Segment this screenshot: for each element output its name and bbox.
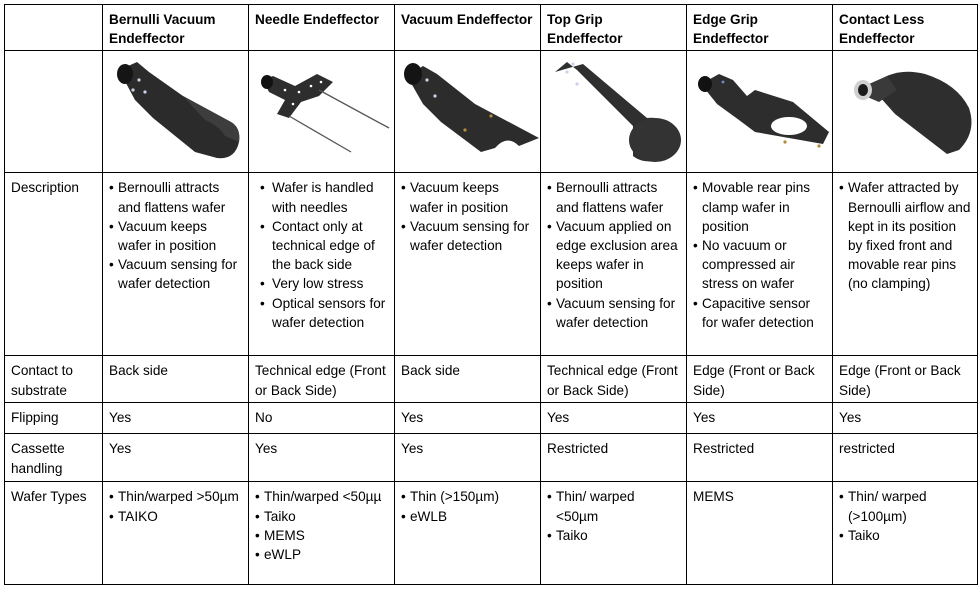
list-item: • TAIKO	[118, 507, 242, 526]
table-cell: Yes	[541, 403, 687, 434]
table-cell: Edge (Front or Back Side)	[687, 356, 833, 403]
table-cell: Back side	[103, 356, 249, 403]
table-cell: Restricted	[541, 434, 687, 482]
list-item: • Vacuum sensing for wafer detection	[410, 217, 534, 255]
needle-endeffector-photo	[249, 51, 395, 173]
wafer-cell-edge-grip: MEMS	[687, 482, 833, 585]
list-item: • No vacuum or compressed air stress on wafer	[702, 236, 826, 294]
row-label-description: Description	[5, 173, 103, 356]
image-row	[5, 51, 978, 173]
list-item: • Vacuum keeps wafer in position	[118, 217, 242, 255]
list-item: • Wafer attracted by Bernoulli airflow and kept in its position by fixed front and movable rear pins (no clamping)	[848, 178, 971, 293]
wafer-cell-vacuum	[395, 482, 541, 585]
edge-grip-endeffector-photo	[687, 51, 833, 173]
table-cell: Yes	[395, 434, 541, 482]
endeffector-comparison-table	[4, 4, 978, 585]
description-cell-bernulli	[103, 173, 249, 356]
list-item: • Taiko	[264, 507, 388, 526]
list-item: • Taiko	[556, 526, 680, 545]
header-corner	[5, 5, 103, 51]
list-item: • MEMS	[264, 526, 388, 545]
table-cell: No	[249, 403, 395, 434]
list-item: • Very low stress	[272, 274, 388, 293]
table-cell: Back side	[395, 356, 541, 403]
table-cell: Yes	[687, 403, 833, 434]
list-item: • Contact only at technical edge of the back side	[272, 217, 388, 275]
contact-less-endeffector-photo	[833, 51, 978, 173]
description-cell-needle	[249, 173, 395, 356]
list-item: • Thin/ warped <50µm	[556, 487, 680, 525]
row-flipping	[5, 403, 978, 434]
table-cell: restricted	[833, 434, 978, 482]
list-item: • Bernoulli attracts and flattens wafer	[118, 178, 242, 216]
list-item: • Thin/warped >50µm	[118, 487, 242, 506]
description-cell-vacuum	[395, 173, 541, 356]
header-row	[5, 5, 978, 51]
list-item: • Wafer is handled with needles	[272, 178, 388, 216]
list-item: • Optical sensors for wafer detection	[272, 294, 388, 332]
header-top-grip: Top Grip Endeffector	[541, 5, 687, 51]
description-cell-edge-grip	[687, 173, 833, 356]
table-cell: Yes	[103, 434, 249, 482]
row-label-flipping: Flipping	[5, 403, 103, 434]
list-item: • Thin/warped <50µµ	[264, 487, 388, 506]
description-cell-contact-less	[833, 173, 978, 356]
wafer-cell-needle	[249, 482, 395, 585]
wafer-cell-top-grip	[541, 482, 687, 585]
list-item: • Vacuum keeps wafer in position	[410, 178, 534, 216]
table-cell: Edge (Front or Back Side)	[833, 356, 978, 403]
list-item: • Thin (>150µm)	[410, 487, 534, 506]
table-cell: Yes	[395, 403, 541, 434]
header-bernulli-vacuum: Bernulli Vacuum Endeffector	[103, 5, 249, 51]
table-cell: Technical edge (Front or Back Side)	[541, 356, 687, 403]
row-contact	[5, 356, 978, 403]
table-cell: Technical edge (Front or Back Side)	[249, 356, 395, 403]
row-label-contact: Contact to substrate	[5, 356, 103, 403]
list-item: • Vacuum sensing for wafer detection	[118, 255, 242, 293]
table-cell: Restricted	[687, 434, 833, 482]
header-contact-less: Contact Less Endeffector	[833, 5, 978, 51]
list-item: • Vacuum applied on edge exclusion area keeps wafer in position	[556, 217, 680, 294]
list-item: • eWLB	[410, 507, 534, 526]
row-label-cassette: Cassette handling	[5, 434, 103, 482]
image-row-label	[5, 51, 103, 173]
row-wafer	[5, 482, 978, 585]
table-cell: Yes	[103, 403, 249, 434]
list-item: • Vacuum sensing for wafer detection	[556, 294, 680, 332]
header-vacuum: Vacuum Endeffector	[395, 5, 541, 51]
wafer-cell-contact-less	[833, 482, 978, 585]
header-edge-grip: Edge Grip Endeffector	[687, 5, 833, 51]
list-item: • Taiko	[848, 526, 971, 545]
list-item: • eWLP	[264, 545, 388, 564]
list-item: • Movable rear pins clamp wafer in position	[702, 178, 826, 236]
bernulli-vacuum-endeffector-photo	[103, 51, 249, 173]
header-needle: Needle Endeffector	[249, 5, 395, 51]
wafer-cell-bernulli	[103, 482, 249, 585]
description-cell-top-grip	[541, 173, 687, 356]
row-label-wafer: Wafer Types	[5, 482, 103, 585]
table-cell: Yes	[833, 403, 978, 434]
table-cell: Yes	[249, 434, 395, 482]
top-grip-endeffector-photo	[541, 51, 687, 173]
list-item: • Capacitive sensor for wafer detection	[702, 294, 826, 332]
list-item: • Bernoulli attracts and flattens wafer	[556, 178, 680, 216]
row-description	[5, 173, 978, 356]
vacuum-endeffector-photo	[395, 51, 541, 173]
list-item: • Thin/ warped (>100µm)	[848, 487, 971, 525]
row-cassette	[5, 434, 978, 482]
